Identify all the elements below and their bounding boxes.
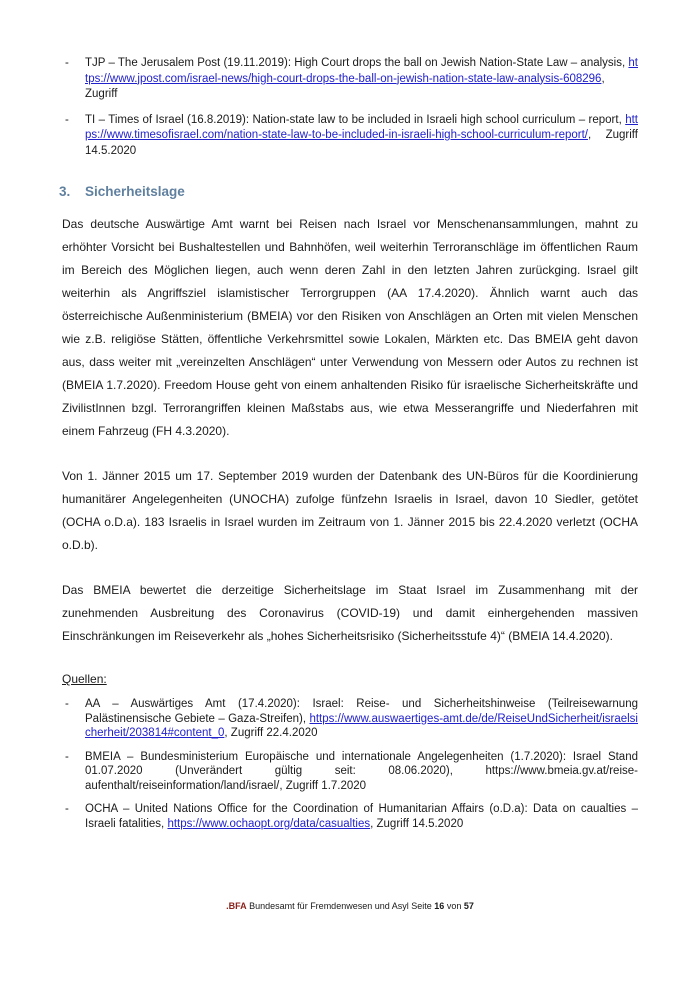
page-footer <box>0 901 700 912</box>
list-item <box>62 697 638 741</box>
reference-link[interactable]: https://www.auswaertiges-amt.de/de/ReiseUndSicherheit/israelsicherheit/203814#content_0 <box>85 712 638 739</box>
reference-post-text: , Zugriff 14.5.2020 <box>85 129 638 157</box>
footer-von-label: von <box>446 901 462 911</box>
section-heading <box>59 184 638 199</box>
section-title: Sicherheitslage <box>85 184 185 199</box>
reference-post-text: , Zugriff <box>85 72 605 100</box>
sources-label <box>62 672 638 687</box>
reference-pre-text: TI – Times of Israel (16.8.2019): Nation-state law to be included in Israeli high school curriculum – report, <box>85 113 626 126</box>
reference-link[interactable]: https://www.timesofisrael.com/nation-state-law-to-be-included-in-israeli-high-school-curriculum-report/ <box>85 113 638 141</box>
bullet-marker: - <box>65 57 69 69</box>
page-content <box>59 56 638 840</box>
bfa-logo: BFA <box>228 901 247 911</box>
footer-organization: Bundesamt für Fremdenwesen und Asyl <box>249 901 409 911</box>
bfa-logo-dot: . <box>226 901 229 911</box>
footer-seite-label: Seite <box>411 901 432 911</box>
bullet-marker: - <box>65 750 69 763</box>
footer-page-total: 57 <box>463 901 474 911</box>
reference-text <box>85 56 638 103</box>
paragraph-covid-risk-assessment: Das BMEIA bewertet die derzeitige Sicherheitslage im Staat Israel im Zusammenhang mit der zunehmenden Ausbreitung des Coronavirus (COVID-19) und damit einhergehenden massiven Einschränkungen im Reiseverkehr als „hohes Sicherheitsrisiko (Sicherheitsstufe 4)“ (BMEIA 14.4.2020). <box>62 583 638 643</box>
reference-pre-text: TJP – The Jerusalem Post (19.11.2019): High Court drops the ball on Jewish Nation-State Law – analysis, <box>85 57 629 69</box>
reference-text <box>85 697 638 741</box>
reference-pre-text: AA – Auswärtiges Amt (17.4.2020): Israel: Reise- und Sicherheitshinweise (Teilreisewarnung Palästinensische Gebiete – Gaza-Streifen), <box>85 698 638 725</box>
bullet-marker: - <box>65 113 69 126</box>
list-item <box>62 56 638 103</box>
reference-link[interactable]: https://www.ochaopt.org/data/casualties <box>167 817 371 830</box>
list-item <box>62 113 638 160</box>
paragraph-casualty-statistics: Von 1. Jänner 2015 um 17. September 2019 wurden der Datenbank des UN-Büros für die Koordinierung humanitärer Angelegenheiten (UNOCHA) zufolge fünfzehn Israelis in Israel, davon 10 Siedler, getötet (OCHA o.D.a). 183 Israelis in Israel wurden im Zeitraum von 1. Jänner 2015 bis 22.4.2020 verletzt (OCHA o.D.b). <box>62 469 638 552</box>
reference-pre-text: BMEIA – Bundesministerium Europäische und internationale Angelegenheiten (1.7.2020): Israel Stand 01.07.2020 (Unverändert gültig seit: 08.06.2020), https://www.bmeia.gv.at/reise-aufenthalt/reiseinformation/land/israel/, Zugriff 1.7.2020 <box>85 750 638 792</box>
bullet-marker: - <box>65 698 69 710</box>
reference-post-text: , Zugriff 22.4.2020 <box>224 727 318 739</box>
reference-text <box>85 113 638 160</box>
section-number: 3. <box>59 184 71 199</box>
reference-pre-text: OCHA – United Nations Office for the Coordination of Humanitarian Affairs (o.D.a): Data on caualties – Israeli fatalities, <box>85 803 638 830</box>
reference-list-top <box>62 56 638 159</box>
reference-text <box>85 750 638 794</box>
paragraph-security-warning: Das deutsche Auswärtige Amt warnt bei Reisen nach Israel vor Menschenansammlungen, mahnt zu erhöhter Vorsicht bei Bushaltestellen und Bahnhöfen, weil weiterhin Terroranschläge im öffentlichen Raum im Bereich des Möglichen liegen, auch wenn deren Zahl in den letzten Jahren zurückging. Israel gilt weiterhin als Angriffsziel islamistischer Terrorgruppen (AA 17.4.2020). Ähnlich warnt auch das österreichische Außenministerium (BMEIA) vor den Risiken von Anschlägen an Orten mit vielen Menschen wie z.B. religiöse Stätten, öffentliche Verkehrsmittel sowie Lokalen, Märkten etc. Das BMEIA geht davon aus, dass weiter mit „vereinzelten Anschlägen“ unter Verwendung von Messern oder Autos zu rechnen ist (BMEIA 1.7.2020). Freedom House geht von einem anhaltenden Risiko für israelische Sicherheitskräfte und ZivilistInnen bzgl. Terrorangriffen kleinen Maßstabs aus, wie etwa Messerangriffe und Niederfahren mit einem Fahrzeug (FH 4.3.2020). <box>62 217 638 438</box>
reference-post-text: , Zugriff 14.5.2020 <box>370 817 464 830</box>
reference-list-bottom <box>62 697 638 831</box>
reference-link[interactable]: https://www.jpost.com/israel-news/high-court-drops-the-ball-on-jewish-nation-state-law-analysis-608296 <box>85 57 638 85</box>
footer-page-number: 16 <box>434 901 445 911</box>
bullet-marker: - <box>65 803 69 815</box>
list-item <box>62 750 638 794</box>
reference-text <box>85 802 638 831</box>
list-item <box>62 802 638 831</box>
sources-label-text: Quellen: <box>62 672 107 686</box>
